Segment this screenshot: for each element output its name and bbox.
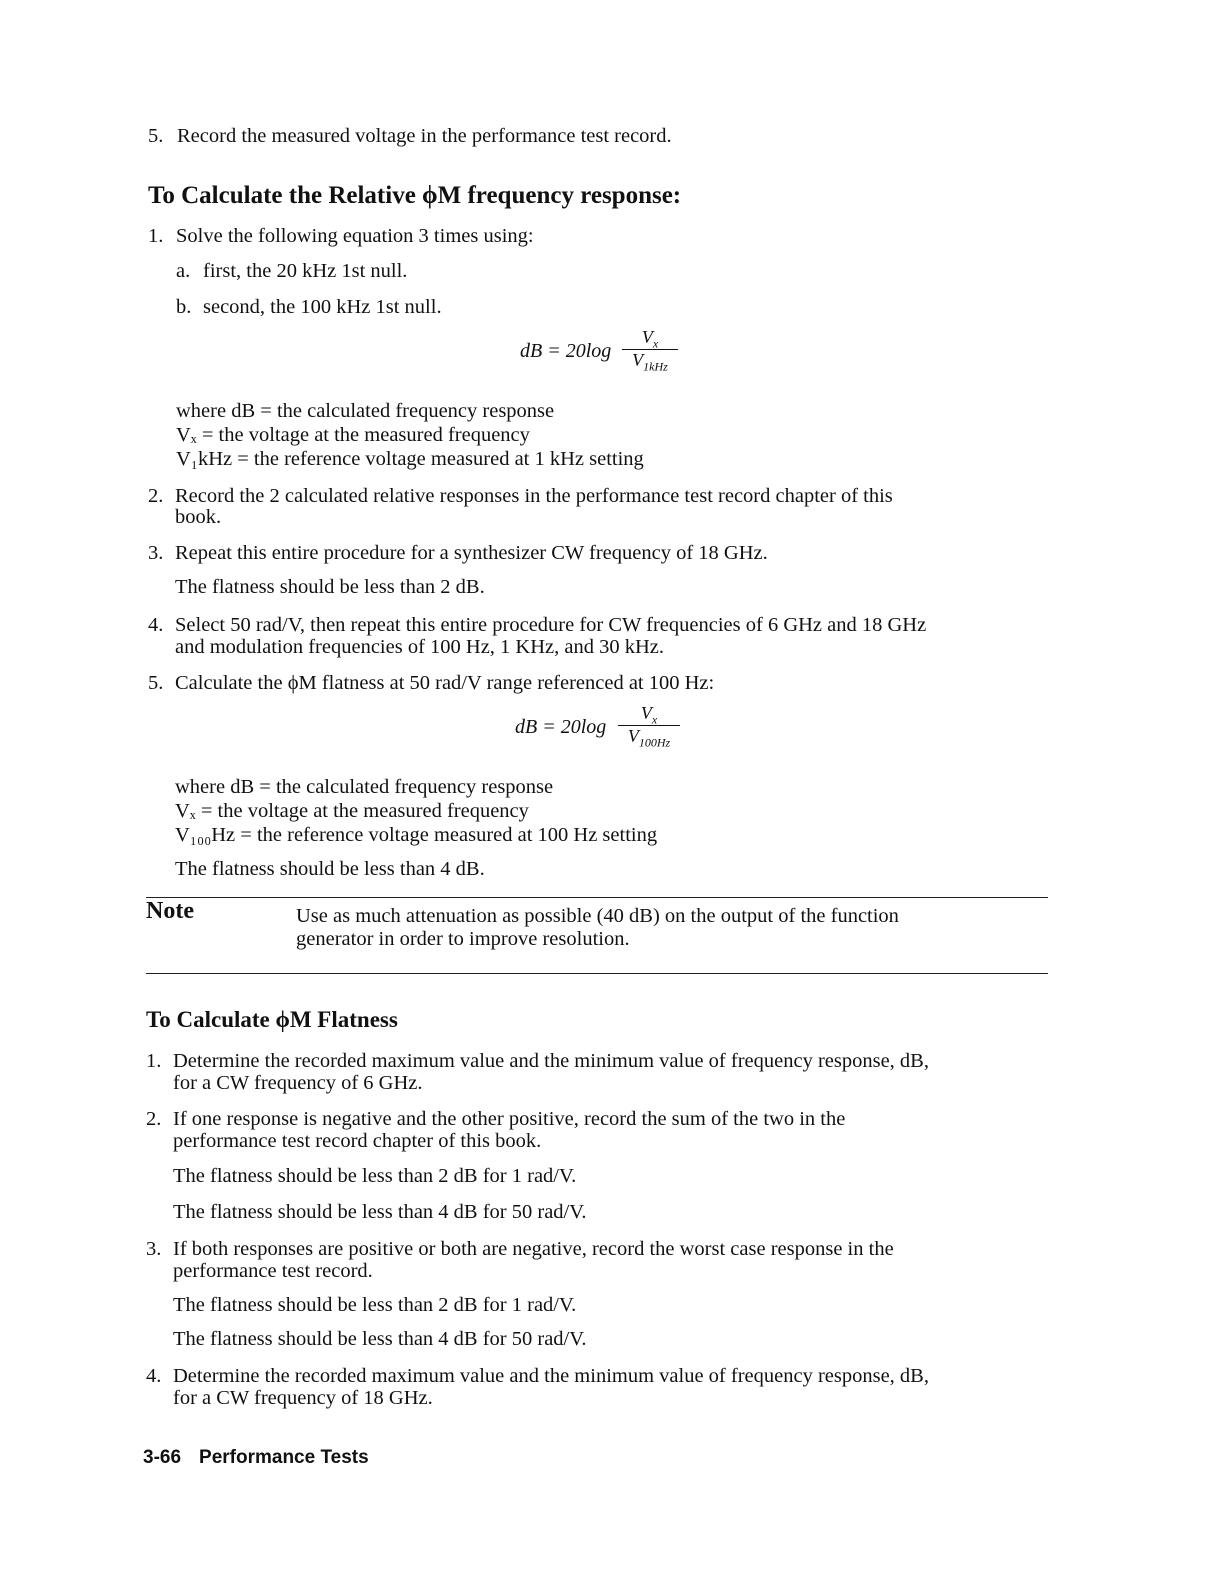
flatness-note: The flatness should be less than 4 dB. [175, 858, 485, 880]
note-top-rule [146, 897, 1048, 898]
equation-fraction [622, 327, 678, 375]
equation-lhs: dB = 20log [520, 340, 612, 362]
where-line: V₁kHz = the reference voltage measured at 1 kHz setting [176, 448, 644, 470]
note-text: generator in order to improve resolution. [296, 928, 630, 950]
where-line: where dB = the calculated frequency response [175, 776, 554, 798]
where-line: V₁₀₀Hz = the reference voltage measured at 100 Hz setting [175, 824, 658, 846]
where-line: Vₓ = the voltage at the measured frequency [176, 424, 530, 446]
step-text: Repeat this entire procedure for a synthesizer CW frequency of 18 GHz. [175, 542, 768, 564]
where-line: Vₓ = the voltage at the measured frequency [175, 800, 529, 822]
flatness-note: The flatness should be less than 2 dB. [175, 576, 485, 598]
step-number: 2. [148, 485, 164, 507]
flatness-note: The flatness should be less than 2 dB for 1 rad/V. [173, 1294, 577, 1316]
note-label: Note [146, 898, 194, 924]
note-bottom-rule [146, 973, 1048, 974]
substep-text: first, the 20 kHz 1st null. [203, 260, 408, 282]
step-text: Record the 2 calculated relative responses in the performance test record chapter of this [175, 485, 893, 507]
step-number: 3. [148, 542, 164, 564]
step-text: Select 50 rad/V, then repeat this entire procedure for CW frequencies of 6 GHz and 18 GHz [175, 614, 927, 636]
step-number: 1. [148, 225, 164, 247]
numerator: $V_x$ [640, 703, 658, 727]
step-text: If one response is negative and the other positive, record the sum of the two in the [173, 1108, 846, 1130]
flatness-note: The flatness should be less than 4 dB for 50 rad/V. [173, 1201, 587, 1223]
step-text: Solve the following equation 3 times using: [176, 225, 534, 247]
step-text: and modulation frequencies of 100 Hz, 1 KHz, and 30 kHz. [175, 636, 665, 658]
page-footer [143, 1447, 369, 1469]
step-number: 4. [146, 1365, 162, 1387]
step-number: 5. [148, 125, 164, 147]
step-text: Calculate the ϕM flatness at 50 rad/V range referenced at 100 Hz: [175, 672, 715, 694]
step-text: performance test record. [173, 1260, 373, 1282]
step-text: Determine the recorded maximum value and the minimum value of frequency response, dB, [173, 1050, 929, 1072]
step-number: 5. [148, 672, 164, 694]
section-heading: To Calculate ϕM Flatness [146, 1007, 398, 1032]
note-text: Use as much attenuation as possible (40 dB) on the output of the function [296, 905, 899, 927]
step-text: for a CW frequency of 18 GHz. [173, 1387, 433, 1409]
flatness-note: The flatness should be less than 4 dB for 50 rad/V. [173, 1328, 587, 1350]
denominator: $V_{1kHz}$ [632, 350, 668, 374]
step-text: If both responses are positive or both are negative, record the worst case response in the [173, 1238, 894, 1260]
step-number: 1. [146, 1050, 162, 1072]
flatness-note: The flatness should be less than 2 dB for 1 rad/V. [173, 1165, 577, 1187]
equation-fraction [618, 703, 680, 751]
step-text: for a CW frequency of 6 GHz. [173, 1072, 423, 1094]
step-number: 2. [146, 1108, 162, 1130]
step-text: performance test record chapter of this book. [173, 1130, 542, 1152]
equation-lhs: dB = 20log [515, 716, 607, 738]
step-number: 3. [146, 1238, 162, 1260]
numerator: $V_x$ [641, 327, 659, 351]
substep-letter: a. [176, 260, 191, 282]
step-number: 4. [148, 614, 164, 636]
section-heading: To Calculate the Relative ϕM frequency response: [148, 182, 682, 209]
denominator: $V_{100Hz}$ [627, 726, 671, 750]
footer-section: Performance Tests [199, 1447, 369, 1468]
step-text: Record the measured voltage in the performance test record. [177, 125, 672, 147]
step-text: Determine the recorded maximum value and the minimum value of frequency response, dB, [173, 1365, 929, 1387]
substep-text: second, the 100 kHz 1st null. [203, 296, 442, 318]
page-number: 3-66 [143, 1447, 182, 1468]
where-line: where dB = the calculated frequency response [176, 400, 555, 422]
step-text: book. [175, 506, 222, 528]
substep-letter: b. [176, 296, 192, 318]
